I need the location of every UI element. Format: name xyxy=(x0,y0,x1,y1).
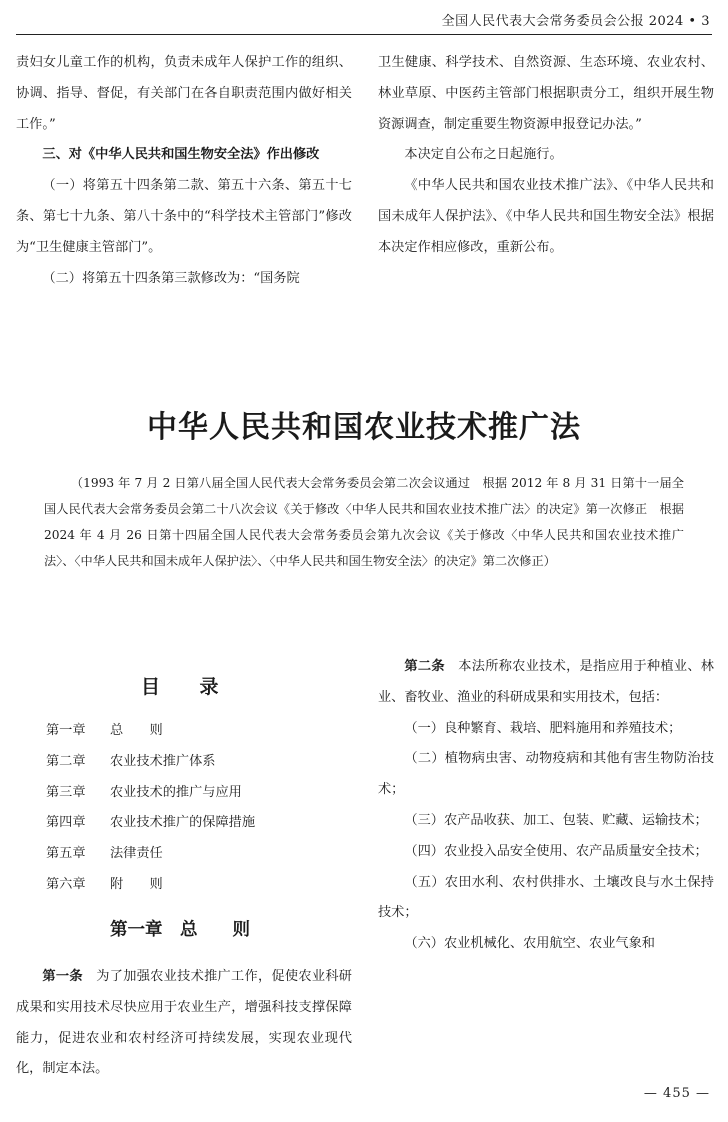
toc-chapter-number: 第六章 xyxy=(46,876,86,892)
journal-header: 全国人民代表大会常务委员会公报 2024 • 3 xyxy=(441,14,710,29)
toc-title: 目 录 xyxy=(140,676,219,698)
page-number: — 455 — xyxy=(643,1086,710,1101)
article-text: 本法所称农业技术，是指应用于种植业、林业、畜牧业、渔业的科研成果和实用技术，包括： xyxy=(378,659,714,705)
paragraph: 卫生健康、科学技术、自然资源、生态环境、农业农村、林业草原、中医药主管部门根据职责分工，组织开展生物资源调查，制定重要生物资源申报登记办法。” xyxy=(378,55,714,132)
toc-item xyxy=(46,778,255,809)
toc-item xyxy=(46,870,255,901)
column-bottom-right xyxy=(378,652,714,960)
paragraph: 《中华人民共和国农业技术推广法》、《中华人民共和国未成年人保护法》、《中华人民共和国生物安全法》根据本决定作相应修改，重新公布。 xyxy=(378,178,714,255)
header-rule xyxy=(16,34,712,35)
toc-chapter-name: 农业技术推广体系 xyxy=(110,753,216,769)
adoption-note-text: （1993 年 7 月 2 日第八届全国人民代表大会常务委员会第二次会议通过 根据 2012 年 8 月 31 日第十一届全国人民代表大会常务委员会第二十八次会议《关于修改〈中华人民共和国农业技术推广法〉的决定》第一次修正 根据 2024 年 4 月 26 日第十四届全国人民代表大会常务委员会第九次会议《关于修改〈中华人民共和国农业技术推广法〉、〈中华人民共和国未成年人保护法〉、〈中华人民共和国生物安全法〉的决定》第二次修正） xyxy=(44,476,684,568)
toc-chapter-number: 第四章 xyxy=(46,815,86,831)
table-of-contents xyxy=(46,716,255,901)
list-item: （一）良种繁育、栽培、肥料施用和养殖技术； xyxy=(404,720,682,736)
toc-chapter-name: 农业技术推广的保障措施 xyxy=(110,815,256,831)
article-2 xyxy=(378,652,714,714)
article-text: 为了加强农业技术推广工作，促使农业科研成果和实用技术尽快应用于农业生产，增强科技支撑保障能力，促进农业和农村经济可持续发展，实现农业现代化，制定本法。 xyxy=(16,969,352,1077)
column-top-left xyxy=(16,48,352,294)
paragraph: （二）将第五十四条第三款修改为：“国务院 xyxy=(42,270,300,286)
toc-item xyxy=(46,716,255,747)
article-label: 第二条 xyxy=(404,659,445,674)
article-1 xyxy=(16,962,352,1085)
paragraph: 责妇女儿童工作的机构，负责未成年人保护工作的组织、协调、指导、督促，有关部门在各自职责范围内做好相关工作。” xyxy=(16,55,352,132)
list-item: （四）农业投入品安全使用、农产品质量安全技术； xyxy=(404,843,708,859)
toc-chapter-number: 第五章 xyxy=(46,846,86,862)
article-label: 第一条 xyxy=(42,969,83,984)
toc-item xyxy=(46,839,255,870)
paragraph: 本决定自公布之日起施行。 xyxy=(404,147,563,163)
toc-chapter-name: 农业技术的推广与应用 xyxy=(110,784,242,800)
toc-chapter-name: 总 则 xyxy=(110,723,163,738)
toc-item xyxy=(46,747,255,778)
list-item: （三）农产品收获、加工、包装、贮藏、运输技术； xyxy=(404,812,708,828)
column-top-right xyxy=(378,48,714,264)
law-adoption-note xyxy=(44,470,684,574)
toc-chapter-name: 附 则 xyxy=(110,876,163,892)
chapter-heading: 第一章 总 则 xyxy=(110,920,250,940)
toc-chapter-name: 法律责任 xyxy=(110,846,163,862)
toc-chapter-number: 第三章 xyxy=(46,784,86,800)
column-bottom-left xyxy=(16,962,352,1085)
list-item: （五）农田水利、农村供排水、土壤改良与水土保持技术； xyxy=(378,874,714,921)
toc-chapter-number: 第一章 xyxy=(46,723,86,738)
toc-item xyxy=(46,808,255,839)
paragraph: （一）将第五十四条第二款、第五十六条、第五十七条、第七十九条、第八十条中的“科学技术主管部门”修改为“卫生健康主管部门”。 xyxy=(16,178,352,255)
law-title: 中华人民共和国农业技术推广法 xyxy=(147,410,581,445)
list-item: （二）植物病虫害、动物疫病和其他有害生物防治技术； xyxy=(378,751,714,798)
toc-chapter-number: 第二章 xyxy=(46,753,86,769)
section-heading: 三、对《中华人民共和国生物安全法》作出修改 xyxy=(42,147,320,163)
list-item: （六）农业机械化、农用航空、农业气象和 xyxy=(404,936,655,952)
